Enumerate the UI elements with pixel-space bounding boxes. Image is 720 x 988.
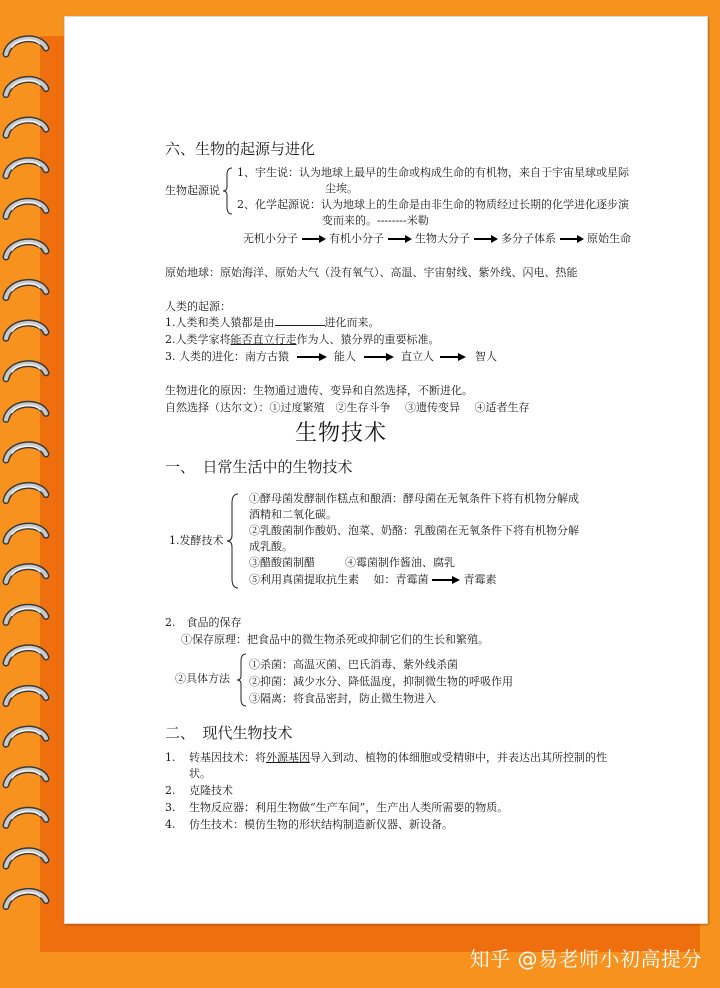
- natural-selection: 自然选择（达尔文）：①过度繁殖 ②生存斗争 ③遗传变异 ④适者生存: [165, 401, 530, 414]
- human-origin-1: [165, 315, 380, 331]
- evolution-step: 能人: [334, 350, 356, 363]
- chain-step: 原始生命: [587, 232, 631, 245]
- binder-ring: [6, 201, 46, 216]
- methods-brace: [237, 653, 247, 707]
- item-text: 生物反应器：利用生物做“生产车间”，生产出人类所需要的物质。: [189, 801, 509, 814]
- binder-ring: [6, 120, 46, 135]
- item-keyword: 外源基因: [266, 751, 310, 764]
- binder-ring: [6, 39, 46, 54]
- binder-rings: [0, 0, 60, 988]
- item-text: 导入到动、植物的体细胞或受精卵中，并表达出其所控制的性: [310, 751, 607, 764]
- binder-ring: [6, 567, 46, 582]
- modern-item-continuation: 状。: [189, 767, 211, 780]
- ferment-vinegar: ③醋酸菌制醋: [249, 556, 315, 569]
- chain-step: 生物大分子: [415, 232, 470, 245]
- modern-item: [165, 783, 233, 799]
- evolution-cause: 生物进化的原因：生物通过遗传、变异和自然选择，不断进化。: [165, 384, 473, 397]
- part-1-title: 一、 日常生活中的生物技术: [165, 458, 353, 476]
- fill-blank: [275, 315, 325, 326]
- food-preservation-title: 2. 食品的保存: [165, 616, 242, 629]
- arrow-right-icon: [432, 576, 460, 584]
- chain-step: 有机小分子: [329, 232, 384, 245]
- ferment-yeast-line1: ①酵母菌发酵制作糕点和酿酒：酵母菌在无氧条件下将有机物分解成: [249, 492, 579, 505]
- origin-brace: [223, 167, 233, 215]
- origin-theories-label: 生物起源说: [165, 184, 220, 197]
- human-evolution: [165, 349, 497, 365]
- binder-ring: [6, 526, 46, 541]
- fermentation-brace: [227, 493, 239, 589]
- human-evolution-label: 3. 人类的进化：南方古猿: [165, 350, 289, 363]
- item-number: 2.: [165, 784, 176, 797]
- method-sterilize: ①杀菌：高温灭菌、巴氏消毒、紫外线杀菌: [249, 658, 458, 671]
- evolution-step: 智人: [475, 350, 497, 363]
- theory-2-line1: 2、化学起源说：认为地球上的生命是由非生命的物质经过长期的化学进化逐步演: [237, 198, 629, 211]
- binder-ring: [6, 648, 46, 663]
- arrow-right-icon: [364, 353, 394, 361]
- theory-2-line2: 变而来的。--------米勒: [322, 214, 429, 227]
- watermark: 知乎 @易老师小初高提分: [469, 947, 702, 971]
- method-isolate: ③隔离：将食品密封，防止微生物进入: [249, 692, 436, 705]
- ferment-lactic-line1: ②乳酸菌制作酸奶、泡菜、奶酪：乳酸菌在无氧条件下将有机物分解: [249, 524, 579, 537]
- arrow-right-icon: [474, 235, 498, 243]
- methods-label: ②具体方法: [175, 672, 230, 685]
- binder-ring: [6, 242, 46, 257]
- binder-ring: [6, 688, 46, 703]
- part-2-title: 二、 现代生物技术: [165, 724, 293, 742]
- binder-ring: [6, 485, 46, 500]
- binder-ring: [6, 323, 46, 338]
- arrow-right-icon: [297, 353, 327, 361]
- binder-ring: [6, 161, 46, 176]
- modern-item: [165, 750, 607, 766]
- item-number: 1.: [165, 751, 176, 764]
- binder-ring: [6, 770, 46, 785]
- item-number: 4.: [165, 818, 176, 831]
- human-origin-title: 人类的起源：: [165, 300, 231, 313]
- binder-ring: [6, 445, 46, 460]
- theory-1-line1: 1、宇生说：认为地球上最早的生命或构成生命的有机物，来自于宇宙星球或星际: [237, 166, 629, 179]
- item-number: 3.: [165, 801, 176, 814]
- human-origin-2-key: 能否直立行走: [230, 333, 297, 346]
- arrow-right-icon: [388, 235, 412, 243]
- binder-ring: [6, 282, 46, 297]
- modern-item: [165, 817, 453, 833]
- item-text: 仿生技术：模仿生物的形状结构制造新仪器、新设备。: [189, 818, 453, 831]
- binder-ring: [6, 891, 46, 906]
- section-6-title: 六、生物的起源与进化: [165, 140, 316, 158]
- human-origin-1-post: 进化而来。: [324, 316, 380, 329]
- binder-ring: [6, 851, 46, 866]
- human-origin-2-pre: 2.人类学家将: [165, 333, 231, 346]
- human-origin-2: [165, 332, 440, 348]
- chain-step: 无机小分子: [243, 232, 298, 245]
- item-text: 转基因技术：将: [189, 751, 266, 764]
- notebook-page: [64, 16, 708, 924]
- ferment-mold: ④霉菌制作酱油、腐乳: [345, 556, 455, 569]
- binder-ring: [6, 729, 46, 744]
- binder-ring: [6, 364, 46, 379]
- modern-item: [165, 800, 508, 816]
- binder-ring: [6, 607, 46, 622]
- binder-ring: [6, 810, 46, 825]
- human-origin-2-post: 作为人、猿分界的重要标准。: [296, 333, 440, 346]
- fermentation-label: 1.发酵技术: [169, 534, 224, 547]
- binder-ring: [6, 404, 46, 419]
- method-inhibit: ②抑菌：减少水分、降低温度，抑制微生物的呼吸作用: [249, 675, 513, 688]
- ferment-yeast-line2: 酒精和二氧化碳。: [249, 508, 337, 521]
- binder-ring: [6, 79, 46, 94]
- theory-1-line2: 尘埃。: [325, 182, 358, 195]
- primitive-earth: 原始地球：原始海洋、原始大气（没有氧气）、高温、宇宙射线、紫外线、闪电、热能: [165, 266, 578, 279]
- human-origin-1-pre: 1.人类和类人猿都是由: [165, 316, 275, 329]
- item-text: 克隆技术: [189, 784, 233, 797]
- arrow-right-icon: [560, 235, 584, 243]
- chain-step: 多分子体系: [501, 232, 556, 245]
- arrow-right-icon: [440, 353, 466, 361]
- chemical-evolution-chain: [243, 231, 631, 247]
- biotech-title: 生物技术: [295, 421, 388, 446]
- evolution-step: 直立人: [401, 350, 434, 363]
- food-preservation-principle: ①保存原理：把食品中的微生物杀死或抑制它们的生长和繁殖。: [181, 633, 489, 646]
- arrow-right-icon: [302, 235, 326, 243]
- antibiotic-post: 青霉素: [463, 573, 497, 586]
- antibiotic-pre: ⑤利用真菌提取抗生素 如：青霉菌: [249, 573, 429, 586]
- ferment-lactic-line2: 成乳酸。: [249, 540, 293, 553]
- ferment-antibiotic: [249, 572, 497, 588]
